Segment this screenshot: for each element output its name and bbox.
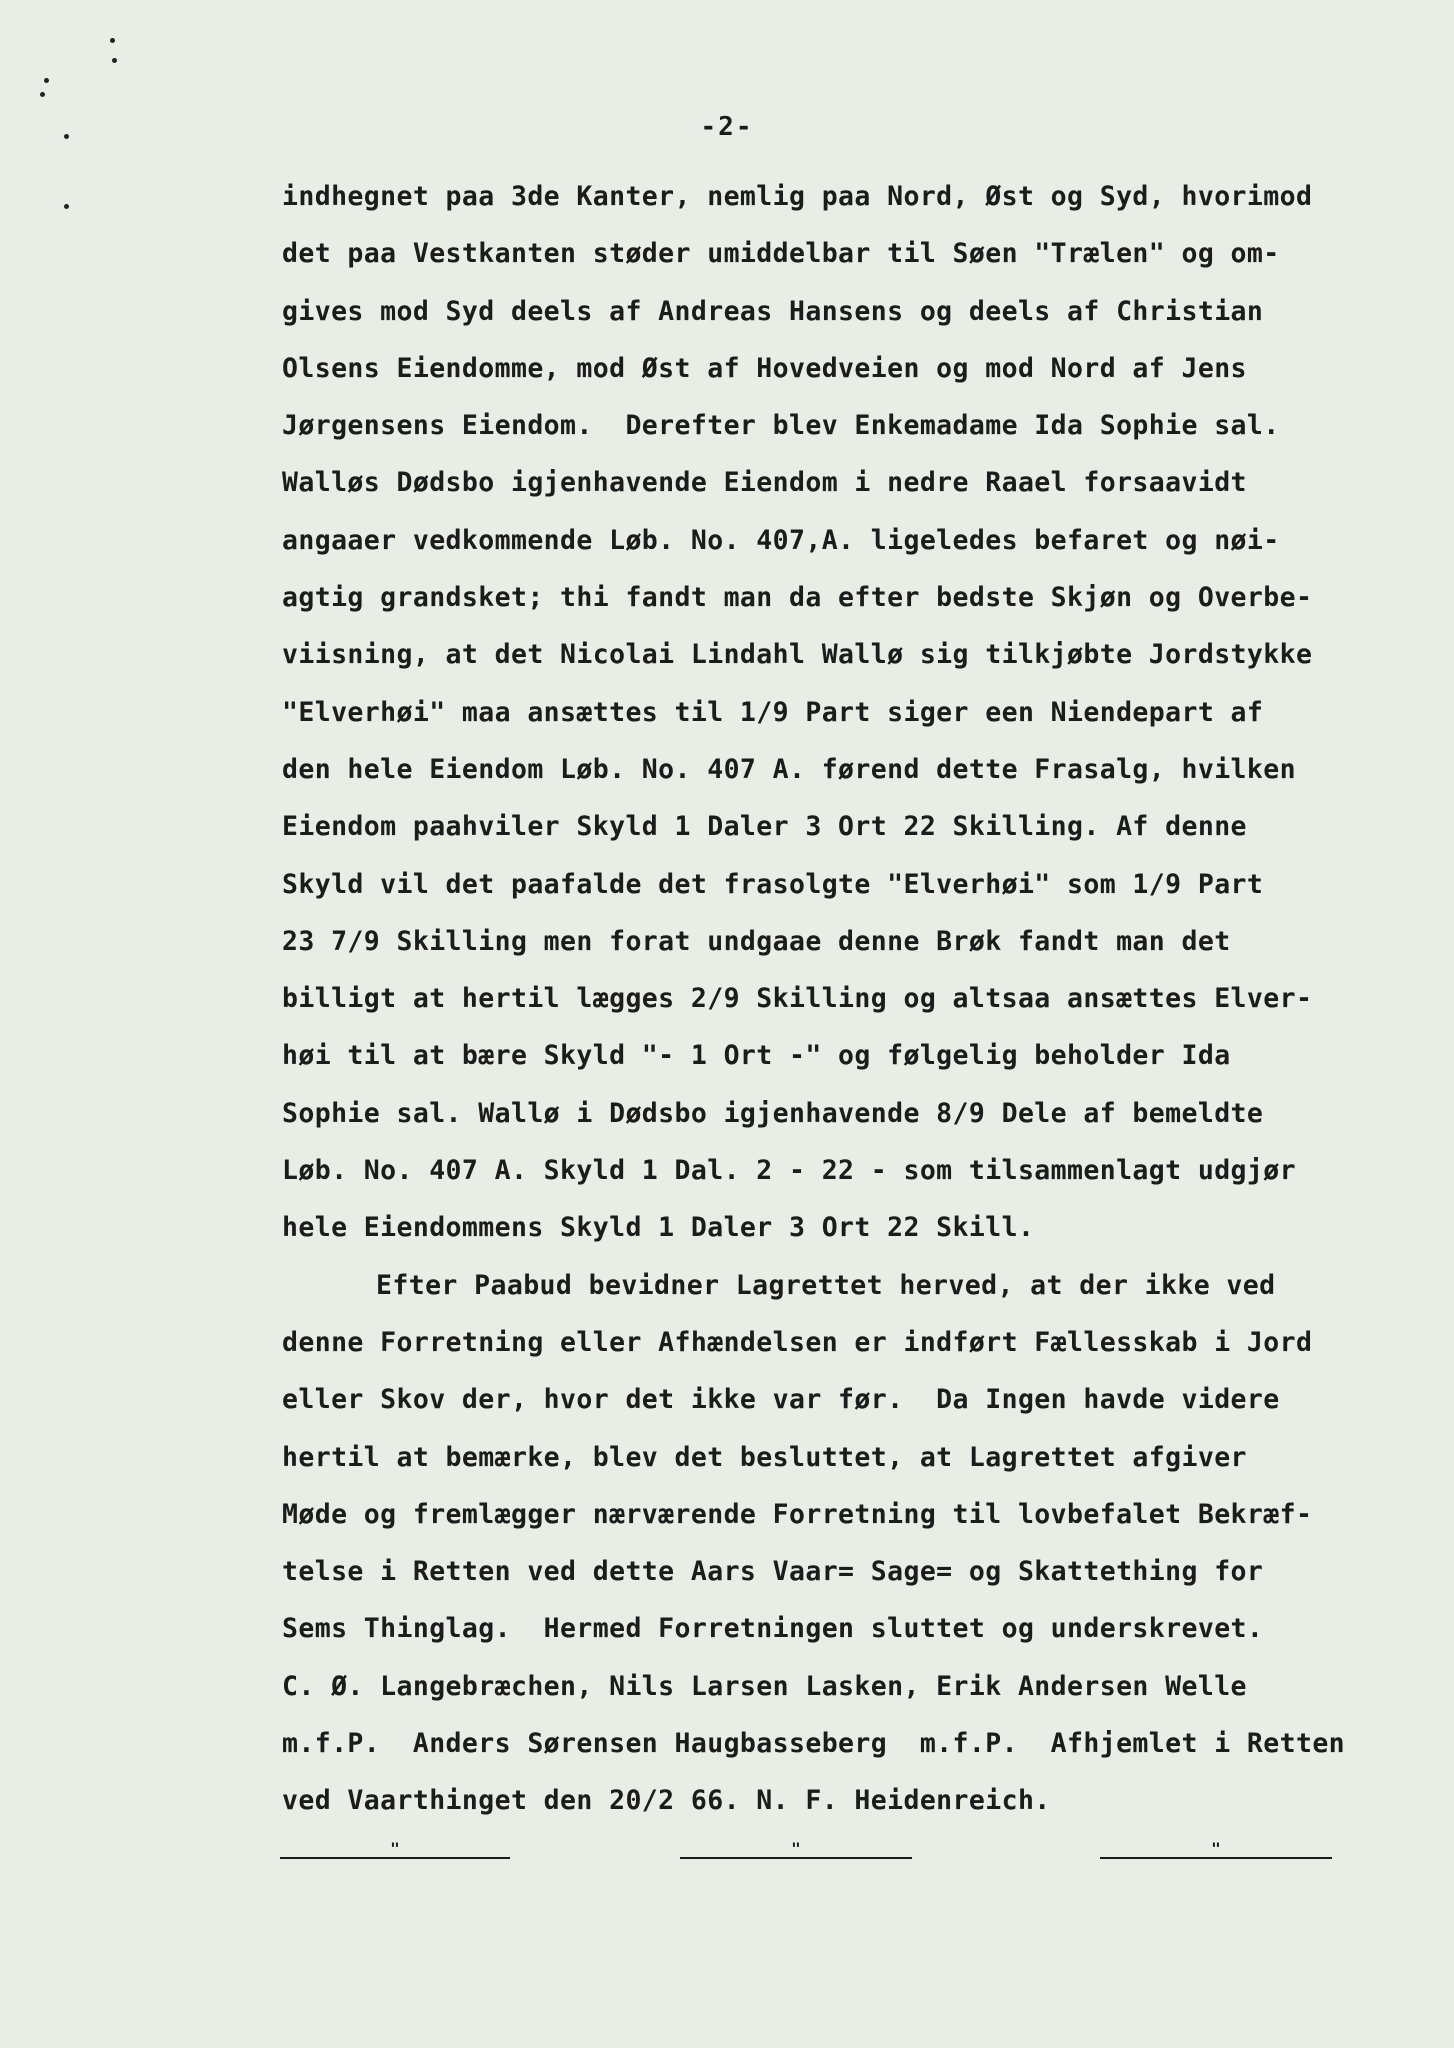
text-line: angaaer vedkommende Løb. No. 407,A. ligeledes befaret og nøi- (282, 524, 1280, 556)
document-body (282, 168, 1412, 1830)
binding-mark (110, 38, 115, 43)
text-line: indhegnet paa 3de Kanter, nemlig paa Nord, Øst og Syd, hvorimod (282, 181, 1313, 212)
text-line: gives mod Syd deels af Andreas Hansens og deels af Christian (282, 295, 1264, 327)
text-line: viisning, at det Nicolai Lindahl Wallø sig tilkjøbte Jordstykke (282, 639, 1313, 671)
ditto-rule (680, 1839, 912, 1859)
binding-mark (40, 92, 45, 97)
text-line: denne Forretning eller Afhændelsen er indført Fællesskab i Jord (282, 1326, 1313, 1358)
text-line: Efter Paabud bevidner Lagrettet herved, at der ikke ved (376, 1269, 1276, 1301)
text-line: C. Ø. Langebræchen, Nils Larsen Lasken, Erik Andersen Welle (282, 1670, 1247, 1702)
text-line: hele Eiendommens Skyld 1 Daler 3 Ort 22 Skill. (282, 1212, 1035, 1244)
text-line: ved Vaarthinget den 20/2 66. N. F. Heidenreich. (282, 1785, 1051, 1817)
text-line: det paa Vestkanten støder umiddelbar til Søen "Trælen" og om- (282, 238, 1280, 270)
text-line: 23 7/9 Skilling men forat undgaae denne Brøk fandt man det (282, 925, 1231, 957)
ditto-mark: " (1211, 1839, 1221, 1858)
text-line: Sems Thinglag. Hermed Forretningen sluttet og underskrevet. (282, 1613, 1264, 1645)
text-line: hertil at bemærke, blev det besluttet, at Lagrettet afgiver (282, 1441, 1247, 1473)
text-line: eller Skov der, hvor det ikke var før. Da Ingen havde videre (282, 1384, 1280, 1416)
text-line: Jørgensens Eiendom. Derefter blev Enkemadame Ida Sophie sal. (282, 410, 1280, 442)
binding-mark (64, 204, 69, 209)
page-number: -2- (700, 112, 754, 142)
text-line: telse i Retten ved dette Aars Vaar= Sage= og Skattething for (282, 1556, 1264, 1588)
ditto-mark: " (791, 1839, 801, 1858)
text-line: høi til at bære Skyld "- 1 Ort -" og følgelig beholder Ida (282, 1040, 1231, 1072)
text-line: agtig grandsket; thi fandt man da efter bedste Skjøn og Overbe- (282, 582, 1313, 614)
text-line: Løb. No. 407 A. Skyld 1 Dal. 2 - 22 - som tilsammenlagt udgjør (282, 1155, 1296, 1187)
ditto-rule (280, 1839, 510, 1859)
text-line: Møde og fremlægger nærværende Forretning til lovbefalet Bekræf- (282, 1498, 1313, 1530)
text-line: m.f.P. Anders Sørensen Haugbasseberg m.f.P. Afhjemlet i Retten (282, 1728, 1346, 1760)
text-line: Eiendom paahviler Skyld 1 Daler 3 Ort 22 Skilling. Af denne (282, 811, 1247, 843)
binding-mark (44, 78, 49, 83)
text-line: Walløs Dødsbo igjenhavende Eiendom i nedre Raael forsaavidt (282, 467, 1247, 499)
text-line: "Elverhøi" maa ansættes til 1/9 Part siger een Niendepart af (282, 696, 1264, 728)
text-line: Skyld vil det paafalde det frasolgte "Elverhøi" som 1/9 Part (282, 868, 1264, 900)
ditto-mark: " (390, 1839, 400, 1858)
binding-mark (112, 58, 117, 63)
ditto-rule (1100, 1839, 1332, 1859)
text-line: Olsens Eiendomme, mod Øst af Hovedveien og mod Nord af Jens (282, 352, 1247, 384)
text-line: billigt at hertil lægges 2/9 Skilling og altsaa ansættes Elver- (282, 983, 1313, 1015)
text-line: Sophie sal. Wallø i Dødsbo igjenhavende 8/9 Dele af bemeldte (282, 1097, 1264, 1129)
text-line: den hele Eiendom Løb. No. 407 A. førend dette Frasalg, hvilken (282, 753, 1296, 785)
